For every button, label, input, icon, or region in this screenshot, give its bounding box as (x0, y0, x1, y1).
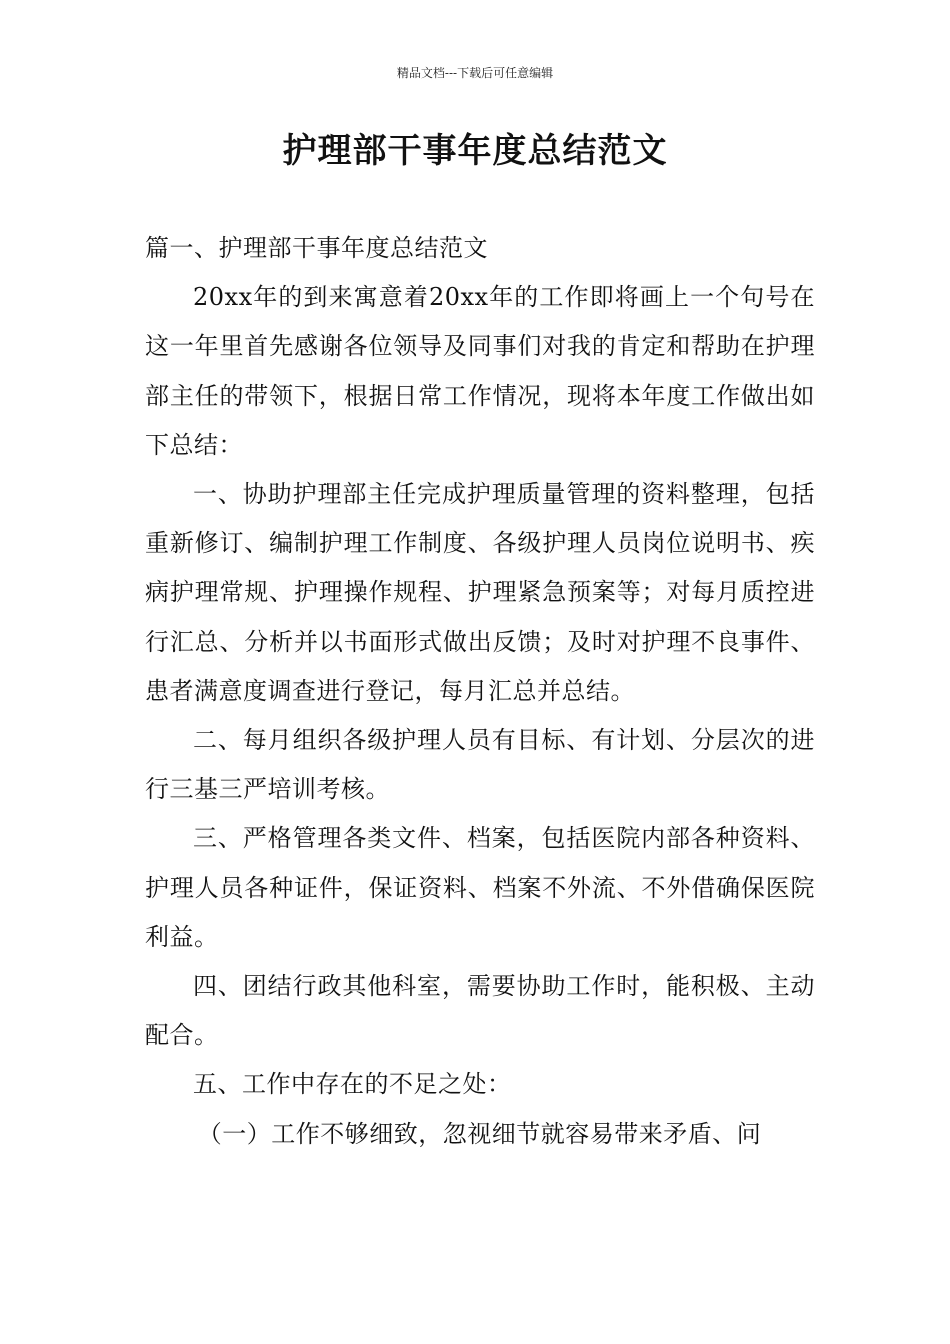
paragraph-item-4: 四、团结行政其他科室，需要协助工作时，能积极、主动配合。 (145, 972, 815, 1050)
document-body (145, 224, 815, 1159)
paragraph-item-2: 二、每月组织各级护理人员有目标、有计划、分层次的进行三基三严培训考核。 (145, 726, 815, 804)
paragraph-item-3: 三、严格管理各类文件、档案，包括医院内部各种资料、护理人员各种证件，保证资料、档案不外流、不外借确保医院利益。 (145, 824, 815, 951)
section-heading: 篇一、护理部干事年度总结范文 (145, 234, 488, 262)
document-title: 护理部干事年度总结范文 (282, 131, 668, 171)
paragraph-item-1: 一、协助护理部主任完成护理质量管理的资料整理，包括重新修订、编制护理工作制度、各级护理人员岗位说明书、疾病护理常规、护理操作规程、护理紧急预案等；对每月质控进行汇总、分析并以书面形式做出反馈；及时对护理不良事件、患者满意度调查进行登记，每月汇总并总结。 (145, 480, 815, 705)
paragraph-subitem-1: （一）工作不够细致，忽视细节就容易带来矛盾、问 (197, 1119, 762, 1148)
paragraph-item-5: 五、工作中存在的不足之处： (193, 1070, 512, 1099)
paragraph-intro: 20xx年的到来寓意着20xx年的工作即将画上一个句号在这一年里首先感谢各位领导及同事们对我的肯定和帮助在护理部主任的带领下，根据日常工作情况，现将本年度工作做出如下总结： (145, 283, 815, 459)
header-note: 精品文档---下载后可任意编辑 (396, 66, 554, 80)
